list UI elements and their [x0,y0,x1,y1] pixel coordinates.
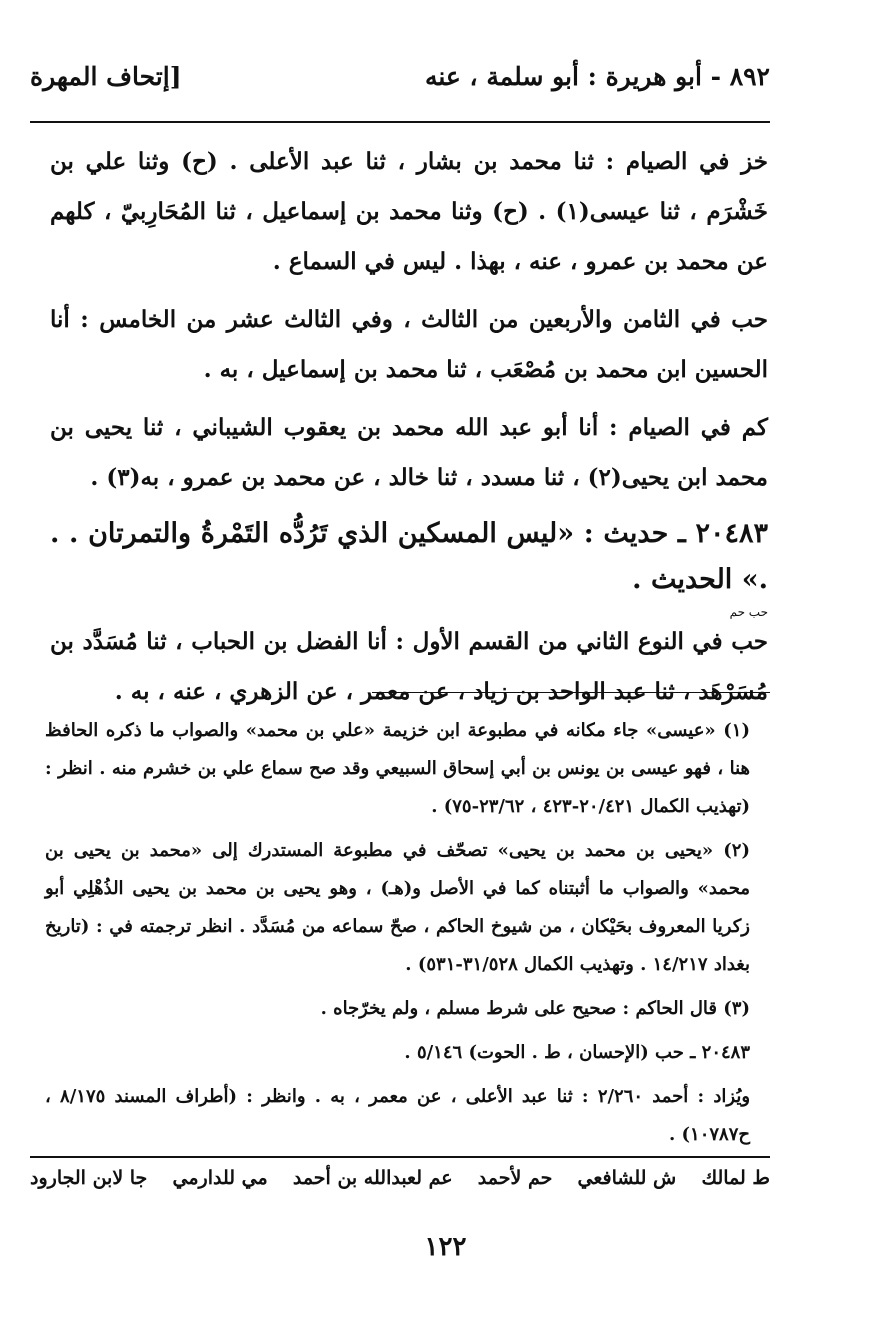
page-number: ١٢٢ [424,1232,467,1262]
legend-item: جا لابن الجارود [30,1167,148,1189]
paragraph: حب في النوع الثاني من القسم الأول : أنا الفضل بن الحباب ، ثنا مُسَدَّد بن مُسَرْهَد ، ثنا عبد الواحد بن زياد ، عن معمر ، عن الزهري ، عنه ، به . [50,628,768,705]
footnote: (٢) «يحيى بن محمد بن يحيى» تصحّف في مطبوعة المستدرك إلى «محمد بن يحيى بن محمد» والصواب ما أثبتناه كما في الأصل و(هـ) ، وهو يحيى بن محمد بن يحيى الذُهْلِي أبو زكريا المعروف بحَيْكان ، من شيوخ الحاكم ، صحّ سماعه من مُسَدَّد . انظر ترجمته في : (تاريخ بغداد ١٤/٢١٧ . وتهذيب الكمال ٣١/٥٢٨-٥٣١) . [45,840,750,975]
header-chapter-title: ٨٩٢ - أبو هريرة : أبو سلمة ، عنه [424,62,770,91]
legend-rule [30,1156,770,1158]
legend-item: ط لمالك [701,1167,770,1189]
footnote: (٣) قال الحاكم : صحيح على شرط مسلم ، ولم يخرّجاه . [320,998,750,1019]
paragraph: حب في الثامن والأربعين من الثالث ، وفي الثالث عشر من الخامس : أنا الحسين ابن محمد بن مُصْعَب ، ثنا محمد بن إسماعيل ، به . [50,306,768,383]
header-book-title: [إتحاف المهرة [30,62,182,91]
footnote: (١) «عيسى» جاء مكانه في مطبوعة ابن خزيمة «علي بن محمد» والصواب ما ذكره الحافظ هنا ، فهو عيسى بن يونس بن أبي إسحاق السبيعي وقد صح سماع علي بن خشرم منه . انظر : (تهذيب الكمال ٢٠/٤٢١-٤٢٣ ، ٢٣/٦٢-٧٥) . [45,720,750,817]
abbreviation-legend [30,1167,770,1189]
legend-item: ش للشافعي [577,1167,677,1189]
paragraph: خز في الصيام : ثنا محمد بن بشار ، ثنا عبد الأعلى . (ح) وثنا علي بن خَشْرَم ، ثنا عيسى(١) . (ح) وثنا محمد بن إسماعيل ، ثنا المُحَارِبيّ ، كلهم عن محمد بن عمرو ، عنه ، بهذا . ليس في السماع . [50,148,768,275]
legend-item: مي للدارمي [172,1167,268,1189]
paragraph: كم في الصيام : أنا أبو عبد الله محمد بن يعقوب الشيباني ، ثنا يحيى بن محمد ابن يحيى(٢) ، ثنا مسدد ، ثنا خالد ، عن محمد بن عمرو ، به(٣) . [50,414,768,491]
hadith-heading: ٢٠٤٨٣ ـ حديث : «ليس المسكين الذي تَرُدُّه التَمْرةُ والتمرتان . . .» الحديث . [50,518,768,595]
legend-item: عم لعبدالله بن أحمد [292,1167,453,1189]
footnote-separator [372,692,770,693]
legend-item: حم لأحمد [477,1167,553,1189]
footnote: ٢٠٤٨٣ ـ حب (الإحسان ، ط . الحوت) ٥/١٤٦ . [404,1042,750,1063]
header-rule [30,121,770,123]
footnote: ويُزاد : أحمد ٢/٢٦٠ : ثنا عبد الأعلى ، عن معمر ، به . وانظر : (أطراف المسند ٨/١٧٥ ، ح١٠٧٨٧) . [45,1086,751,1145]
main-text [50,137,768,725]
footnotes [45,712,770,1160]
running-header [30,62,770,102]
source-codes: حب حم [729,605,768,619]
